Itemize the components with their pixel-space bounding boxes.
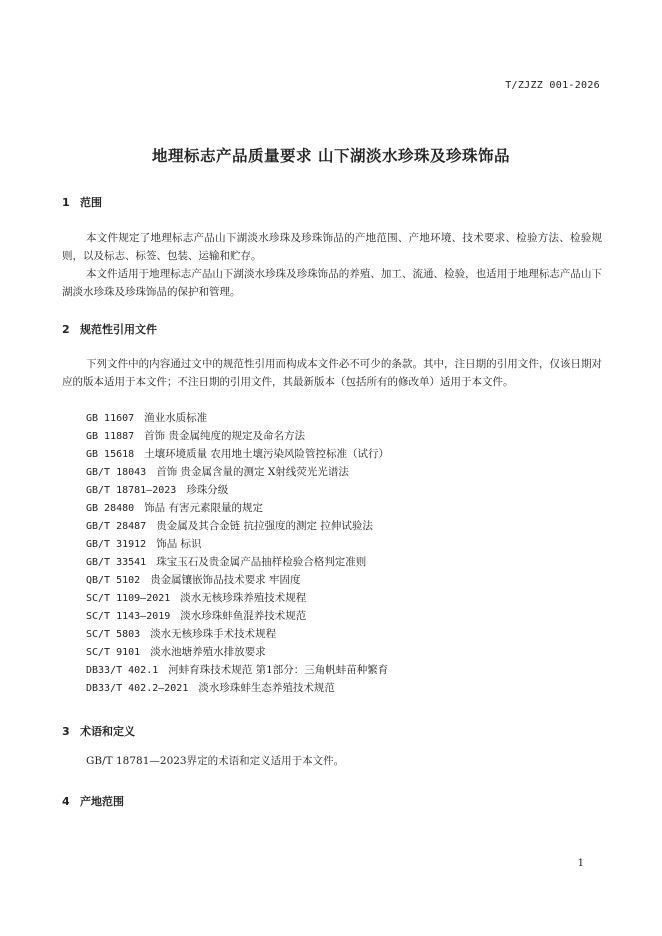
reference-item [86, 535, 389, 553]
reference-title: 土壤环境质量 农用地土壤污染风险管控标准（试行） [144, 448, 390, 460]
reference-item [86, 625, 389, 643]
reference-item [86, 427, 389, 445]
section-number: 2 [62, 323, 70, 336]
reference-title: 河蚌育珠技术规范 第1部分：三角帆蚌苗种繁育 [168, 664, 389, 676]
reference-code: GB 28480 [86, 503, 135, 514]
reference-item [86, 553, 389, 571]
reference-title: 首饰 贵金属含量的测定 X射线荧光光谱法 [156, 466, 349, 478]
section-heading-scope [62, 194, 102, 210]
reference-item [86, 571, 389, 589]
reference-title: 淡水无核珍珠手术技术规程 [150, 628, 277, 640]
reference-item [86, 643, 389, 661]
reference-item [86, 607, 389, 625]
section-title: 范围 [80, 196, 102, 209]
reference-item [86, 409, 389, 427]
reference-code: GB 11607 [86, 413, 135, 424]
reference-code: GB/T 31912 [86, 539, 147, 550]
reference-code: GB 15618 [86, 449, 135, 460]
section-number: 3 [62, 725, 70, 738]
reference-item [86, 445, 389, 463]
reference-list [86, 409, 389, 697]
section-heading-normative-references [62, 321, 157, 337]
section-title: 产地范围 [80, 795, 124, 808]
section-title: 规范性引用文件 [80, 323, 157, 336]
scope-paragraph-1: 本文件规定了地理标志产品山下湖淡水珍珠及珍珠饰品的产地范围、产地环境、技术要求、检验方法、检验规则，以及标志、标签、包装、运输和贮存。 [62, 232, 602, 262]
reference-item [86, 679, 389, 697]
reference-code: QB/T 5102 [86, 575, 141, 586]
reference-code: GB/T 28487 [86, 521, 147, 532]
reference-code: GB 11887 [86, 431, 135, 442]
reference-code: SC/T 1109—2021 [86, 593, 171, 604]
reference-title: 贵金属及其合金链 抗拉强度的测定 拉伸试验法 [156, 520, 373, 532]
reference-item [86, 463, 389, 481]
section-number: 1 [62, 196, 70, 209]
reference-item [86, 499, 389, 517]
reference-code: SC/T 9101 [86, 647, 141, 658]
document-code: T/ZJZZ 001-2026 [505, 80, 600, 91]
reference-title: 首饰 贵金属纯度的规定及命名方法 [144, 430, 306, 442]
reference-title: 淡水珍珠蚌生态养殖技术规范 [198, 682, 335, 694]
reference-code: GB/T 18043 [86, 467, 147, 478]
reference-item [86, 481, 389, 499]
scope-paragraph-2: 本文件适用于地理标志产品山下湖淡水珍珠及珍珠饰品的养殖、加工、流通、检验，也适用于地理标志产品山下湖淡水珍珠及珍珠饰品的保护和管理。 [62, 268, 602, 298]
reference-item [86, 517, 389, 535]
reference-code: SC/T 5803 [86, 629, 141, 640]
reference-code: GB/T 33541 [86, 557, 147, 568]
reference-code: SC/T 1143—2019 [86, 611, 171, 622]
reference-title: 饰品 有害元素限量的规定 [144, 502, 264, 514]
reference-code: DB33/T 402.1 [86, 665, 159, 676]
section-heading-production-area [62, 793, 124, 809]
reference-title: 贵金属镶嵌饰品技术要求 牢固度 [150, 574, 301, 586]
reference-title: 淡水池塘养殖水排放要求 [150, 646, 266, 658]
page-number: 1 [577, 858, 584, 869]
normative-intro-paragraph: 下列文件中的内容通过文中的规范性引用而构成本文件必不可少的条款。其中，注日期的引用文件，仅该日期对应的版本适用于本文件；不注日期的引用文件，其最新版本（包括所有的修改单）适用于本文件。 [62, 358, 602, 388]
reference-code: GB/T 18781—2023 [86, 485, 177, 496]
section-title: 术语和定义 [80, 725, 135, 738]
document-title: 地理标志产品质量要求 山下湖淡水珍珠及珍珠饰品 [152, 147, 510, 165]
reference-title: 渔业水质标准 [144, 412, 208, 424]
terms-paragraph: GB/T 18781—2023界定的术语和定义适用于本文件。 [86, 755, 345, 767]
reference-item [86, 661, 389, 679]
reference-title: 珍珠分级 [186, 484, 229, 496]
reference-title: 淡水无核珍珠养殖技术规程 [180, 592, 307, 604]
reference-code: DB33/T 402.2—2021 [86, 683, 189, 694]
section-heading-terms [62, 723, 135, 739]
reference-title: 饰品 标识 [156, 538, 202, 550]
reference-title: 淡水珍珠蚌鱼混养技术规范 [180, 610, 307, 622]
reference-item [86, 589, 389, 607]
reference-title: 珠宝玉石及贵金属产品抽样检验合格判定准则 [156, 556, 367, 568]
section-number: 4 [62, 795, 70, 808]
